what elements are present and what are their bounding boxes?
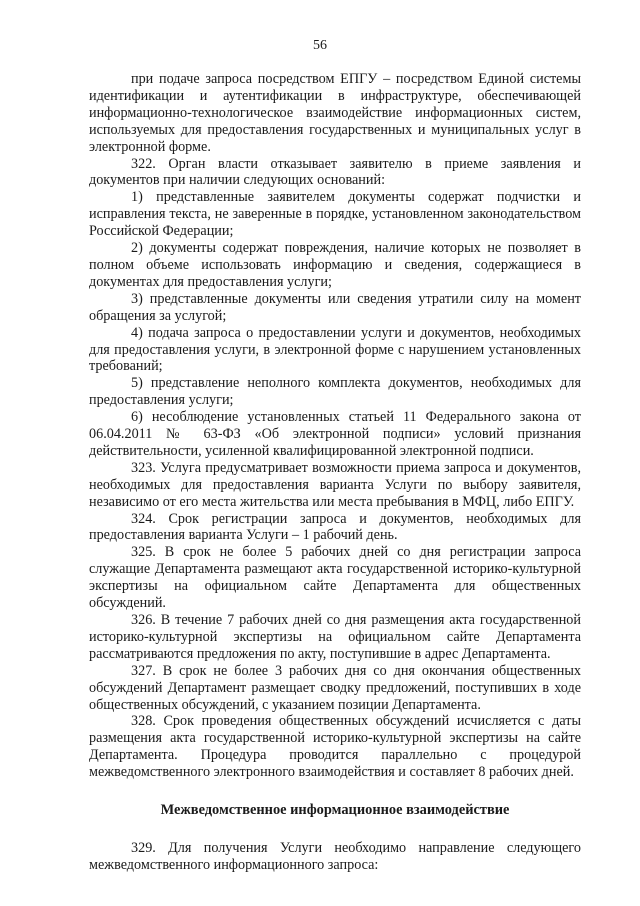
paragraph-p328: 328. Срок проведения общественных обсуждений исчисляется с даты размещения акта государственной историко-культурной экспертизы на сайте Департамента. Процедура проводится параллельно с процедурой межведомственного электронного взаимодействия и составляет 8 рабочих дней.	[89, 713, 581, 781]
paragraph-p322-6: 6) несоблюдение установленных статьей 11 Федерального закона от 06.04.2011 № 63-ФЗ «Об электронной подписи» условий признания действительности, усиленной квалифицированной электронной подписи.	[89, 409, 581, 459]
paragraph-intro: при подаче запроса посредством ЕПГУ – посредством Единой системы идентификации и аутентификации в инфраструктуре, обеспечивающей информационно-технологическое взаимодействие информационных систем, используемых для предоставления государственных и муниципальных услуг в электронной форме.	[89, 71, 581, 155]
paragraph-p326: 326. В течение 7 рабочих дней со дня размещения акта государственной историко-культурной экспертизы на официальном сайте Департамента рассматриваются предложения по акту, поступившие в адрес Департамента.	[89, 612, 581, 662]
paragraph-p322-2: 2) документы содержат повреждения, наличие которых не позволяет в полном объеме использовать информацию и сведения, содержащиеся в документах для предоставления услуги;	[89, 240, 581, 290]
paragraph-p329: 329. Для получения Услуги необходимо направление следующего межведомственного информационного запроса:	[89, 840, 581, 873]
paragraph-p322: 322. Орган власти отказывает заявителю в приеме заявления и документов при наличии следующих оснований:	[89, 155, 581, 189]
paragraph-p322-4: 4) подача запроса о предоставлении услуги и документов, необходимых для предоставления услуги, в электронной форме с нарушением установленных требований;	[89, 324, 581, 375]
section-heading: Межведомственное информационное взаимодействие	[160, 802, 510, 819]
paragraph-p323: 323. Услуга предусматривает возможности приема запроса и документов, необходимых для предоставления варианта Услуги по выбору заявителя, независимо от его места жительства или места пребывания в МФЦ, либо ЕПГУ.	[89, 459, 581, 510]
page-number: 56	[313, 38, 327, 53]
paragraphs-before-heading	[89, 71, 581, 781]
paragraph-p322-5: 5) представление неполного комплекта документов, необходимых для предоставления услуги;	[89, 375, 581, 409]
paragraphs-after-heading	[89, 840, 581, 874]
paragraph-p324: 324. Срок регистрации запроса и документов, необходимых для предоставления варианта Услуги – 1 рабочий день.	[89, 510, 581, 544]
paragraph-p325: 325. В срок не более 5 рабочих дней со дня регистрации запроса служащие Департамента размещают акта государственной историко-культурной экспертизы на официальном сайте Департамента для общественных обсуждений.	[89, 544, 581, 612]
paragraph-p327: 327. В срок не более 3 рабочих дня со дня окончания общественных обсуждений Департамент размещает сводку предложений, поступивших в ходе общественных обсуждений, с указанием позиции Департамента.	[89, 662, 581, 713]
document-body	[89, 71, 581, 874]
paragraph-p322-3: 3) представленные документы или сведения утратили силу на момент обращения за услугой;	[89, 290, 581, 324]
paragraph-p322-1: 1) представленные заявителем документы содержат подчистки и исправления текста, не заверенные в порядке, установленном законодательством Российской Федерации;	[89, 189, 581, 240]
